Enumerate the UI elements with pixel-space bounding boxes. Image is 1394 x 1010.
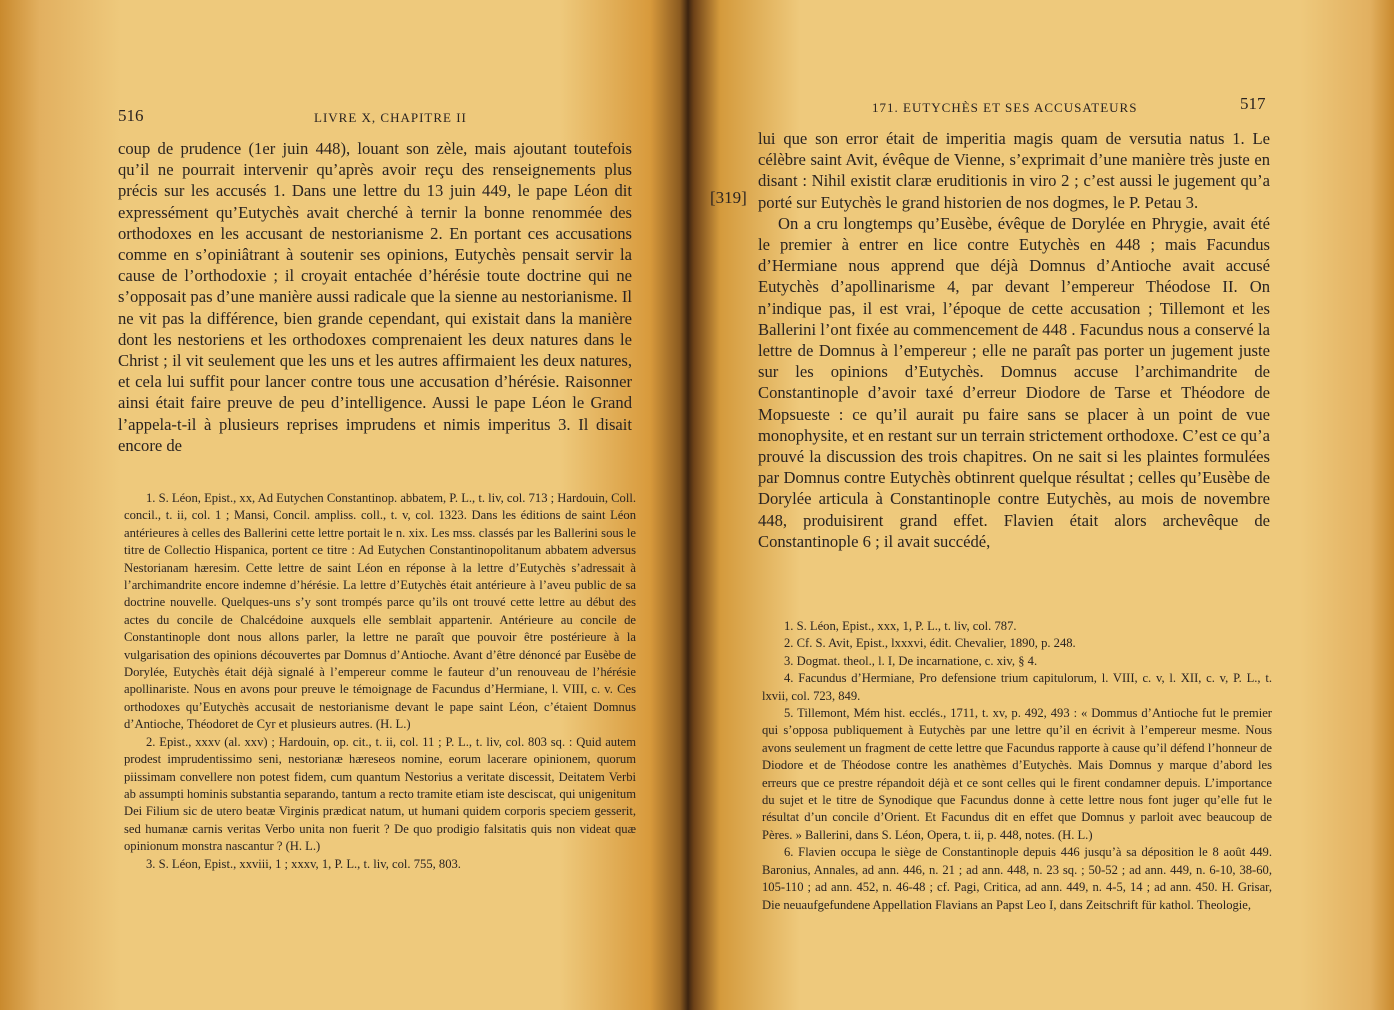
left-page — [0, 0, 684, 1010]
page-number-right: 517 — [1240, 94, 1266, 113]
footnote-4: 4. Facundus d’Hermiane, Pro defensione trium capitulorum, l. VIII, c. v, l. XII, c. v, P. L., t. lxvii, col. 723, 849. — [762, 671, 1272, 703]
footnote-1: 1. S. Léon, Epist., xx, Ad Eutychen Constantinop. abbatem, P. L., t. liv, col. 713 ; Hardouin, Coll. concil., t. ii, col. 1 ; Mansi, Concil. ampliss. coll., t. v, col. 1323. Dans les éditions de saint Léon antérieures à celles des Ballerini cette lettre portait le n. xix. Les mss. classés par les Ballerini sous le titre de Collectio Hispanica, portent ce titre : Ad Eutychen Constantinopolitanum abbatem adversus Nestorianam hæresim. Cette lettre de saint Léon en réponse à la lettre d’Eutychès s’adressait à l’archimandrite encore indemne d’hérésie. La lettre d’Eutychès était antérieure à l’aveu public de sa doctrine nouvelle. Quelques-uns s’y sont trompés parce qu’ils ont trouvé cette lettre au début des actes du concile de Chalcédoine auxquels elle semblait appartenir. Antérieure au concile de Constantinople dont nous allons parler, la lettre ne paraît que pouvoir être postérieure à la vulgarisation des opinions découvertes par Domnus d’Antioche. Avant d’être dénoncé par Eusèbe de Dorylée, Eutychès était déjà signalé à l’empereur comme le fauteur d’un renouveau de l’hérésie apollinariste. Nous en avons pour preuve le témoignage de Facundus d’Hermiane, l. VIII, c. v. Ces orthodoxes qu’Eutychès accusait de nestorianisme devant le pape saint Léon, c’étaient Domnus d’Antioche, Théodoret de Cyr et plusieurs autres. (H. L.) — [124, 491, 636, 732]
footnote-2: 2. Cf. S. Avit, Epist., lxxxvi, édit. Chevalier, 1890, p. 248. — [784, 636, 1076, 651]
paragraph: On a cru longtemps qu’Eusèbe, évêque de Dorylée en Phrygie, avait été le premier à entrer en lice contre Eutychès en 448 ; mais Facundus d’Hermiane nous apprend que déjà Domnus d’Antioche avait accusé Eutychès d’apollinarisme 4, par devant l’empereur Théodose II. On n’indique pas, il est vrai, l’époque de cette accusation ; Tillemont et les Ballerini l’ont fixée au commencement de 448 . Facundus nous a conservé la lettre de Domnus à l’empereur ; elle ne paraît pas porter un jugement juste sur les opinions d’Eutychès. Domnus accuse l’archimandrite de Constantinople d’avoir taxé d’erreur Diodore de Tarse et Théodore de Mopsueste : ce qu’il aurait pu faire sans se placer à un point de vue monophysite, et en restant sur un terrain strictement orthodoxe. C’est ce qu’a prouvé la discussion des trois chapitres. On ne sait si les plaintes formulées par Domnus contre Eutychès obtinrent quelque résultat ; celles qu’Eusèbe de Dorylée articula à Constantinople contre Eutychès, au mois de novembre 448, produisirent grand effet. Flavien était alors archevêque de Constantinople 6 ; il avait succédé, — [758, 213, 1270, 551]
right-page — [692, 0, 1394, 1010]
footnote-6: 6. Flavien occupa le siège de Constantinople depuis 446 jusqu’à sa déposition le 8 août 449. Baronius, Annales, ad ann. 446, n. 21 ; ad ann. 448, n. 23 sq. ; 50-52 ; ad ann. 449, n. 6-10, 38-60, 105-110 ; ad ann. 452, n. 46-48 ; cf. Pagi, Critica, ad ann. 449, n. 4-5, 14 ; ad ann. 450. H. Grisar, Die neuaufgefundene Appellation Flavians an Papst Leo I, dans Zeitschrift für kathol. Theologie, — [762, 845, 1272, 912]
body-text-right — [758, 128, 1270, 552]
paragraph: lui que son error était de imperitia magis quam de versutia natus 1. Le célèbre saint Avit, évêque de Vienne, s’exprimait d’une manière très juste en disant : Nihil existit claræ eruditionis in viro 2 ; c’est aussi le jugement qu’a porté sur Eutychès le grand historien de nos dogmes, le P. Petau 3. — [758, 129, 1270, 212]
footnote-3: 3. S. Léon, Epist., xxviii, 1 ; xxxv, 1, P. L., t. liv, col. 755, 803. — [146, 856, 461, 871]
running-head-right: 171. EUTYCHÈS ET SES ACCUSATEURS — [872, 100, 1138, 115]
paragraph: coup de prudence (1er juin 448), louant son zèle, mais ajoutant toutefois qu’il ne pourrait intervenir qu’après avoir reçu des renseignements plus précis sur les accusés 1. Dans une lettre du 13 juin 449, le pape Léon dit expressément qu’Eutychès avait cherché à ternir la bonne renommée des orthodoxes en les accusant de nestorianisme 2. En portant ces accusations comme en s’opiniâtrant à soutenir ses opinions, Eutychès pensait servir la cause de l’orthodoxie ; il croyait entachée d’hérésie toute doctrine qui ne s’opposait pas d’une manière aussi radicale que la sienne au nestorianisme. Il ne vit pas la différence, bien grande cependant, qui existait dans la manière dont les nestoriens et les orthodoxes comprenaient les deux natures dans le Christ ; il vit seulement que les uns et les autres affirmaient les deux natures, et cela lui suffit pour lancer contre tous une accusation d’hérésie. Raisonner ainsi était faire preuve de peu d’intelligence. Aussi le pape Léon le Grand l’appela-t-il à plusieurs reprises imprudens et nimis imperitus 3. Il disait encore de — [118, 139, 632, 455]
page-number-left: 516 — [118, 106, 144, 125]
footnote-2: 2. Epist., xxxv (al. xxv) ; Hardouin, op. cit., t. ii, col. 11 ; P. L., t. liv, col. 803 sq. : Quid autem prodest imprudentissimo seni, nestorianæ hæreseos nomine, eorum lacerare opinionem, quorum piissimam convellere non potest fidem, cum quantum Nestorius a veritate discessit, Deitatem Verbi ab assumpti hominis substantia separando, tantum a recto tramite etiam iste desciscat, qui unigenitum Dei Filium sic de utero beatæ Virginis prædicat natum, ut humani quidem corporis speciem gesserit, sed humanæ carnis veritas Verbo unita non fuerit ? De quo prodigio falsitatis quis non videat quæ opinionum monstra nascantur ? (H. L.) — [124, 734, 636, 854]
footnote-5: 5. Tillemont, Mém hist. ecclés., 1711, t. xv, p. 492, 493 : « Dommus d’Antioche fut le premier qui s’opposa publiquement à Eutychès par une lettre qu’il en écrivit à l’empereur mesme. Nous avons seulement un fragment de cette lettre que Facundus rapporte à cause qu’il défend l’honneur de Diodore et de Théodose contre les anathèmes d’Eutychès. Mais Domnus y marque d’abord les erreurs que ce prestre répandoit déjà et ce sont celles qui le firent condamner depuis. L’importance du sujet et le titre de Synodique que Facundus donne à cette lettre nous font juger qu’elle fut le résultat d’un concile d’Orient. Et Facundus dit en effet que Domnus y parloit avec beaucoup de Pères. » Ballerini, dans S. Léon, Opera, t. ii, p. 448, notes. (H. L.) — [762, 706, 1272, 842]
body-text-left — [118, 138, 632, 456]
margin-note: [319] — [710, 188, 747, 207]
footnote-1: 1. S. Léon, Epist., xxx, 1, P. L., t. liv, col. 787. — [784, 619, 1017, 633]
footnotes-left — [124, 490, 636, 873]
footnotes-right — [762, 618, 1272, 914]
running-head-left: LIVRE X, CHAPITRE II — [314, 110, 467, 125]
footnote-3: 3. Dogmat. theol., l. I, De incarnatione, c. xiv, § 4. — [784, 653, 1038, 668]
